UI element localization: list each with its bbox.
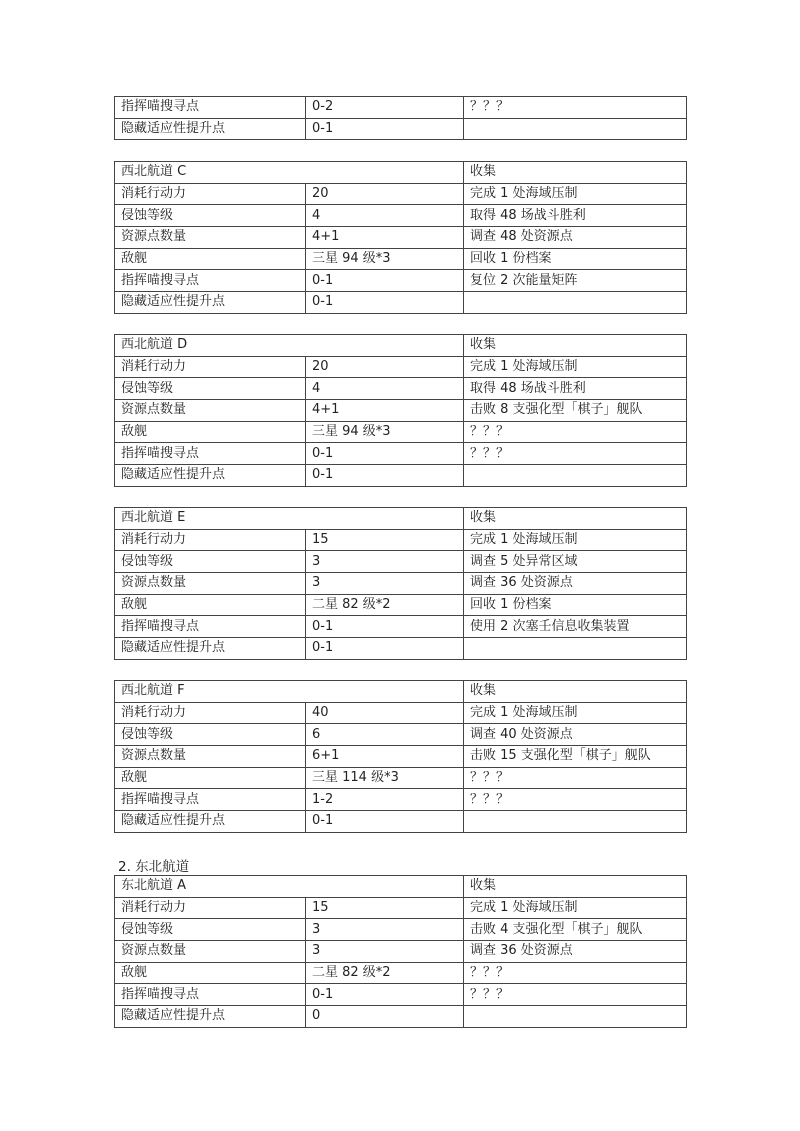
table-header-row: [115, 508, 687, 530]
cell-collect: ？？？: [464, 962, 687, 984]
cell-collect: [464, 292, 687, 314]
cell-collect: 击败 15 支强化型「棋子」舰队: [464, 746, 687, 768]
route-table-nw-c: [114, 161, 687, 314]
cell-label: 敌舰: [115, 421, 306, 443]
table-header-row: [115, 162, 687, 184]
table-row: [115, 962, 687, 984]
cell-label: 侵蚀等级: [115, 551, 306, 573]
table-header-row: [115, 335, 687, 357]
cell-label: 敌舰: [115, 248, 306, 270]
cell-collect: 击败 8 支强化型「棋子」舰队: [464, 400, 687, 422]
cell-label: 侵蚀等级: [115, 919, 306, 941]
cell-value: 0: [306, 1006, 464, 1028]
table-row: [115, 227, 687, 249]
cell-collect: 调查 48 处资源点: [464, 227, 687, 249]
cell-label: 侵蚀等级: [115, 205, 306, 227]
route-table-nw-f: [114, 680, 687, 833]
table-header-row: [115, 876, 687, 898]
cell-label: 隐藏适应性提升点: [115, 1006, 306, 1028]
cell-collect: 调查 36 处资源点: [464, 573, 687, 595]
table-row: [115, 984, 687, 1006]
cell-collect: 使用 2 次塞壬信息收集装置: [464, 616, 687, 638]
cell-collect: 调查 36 处资源点: [464, 941, 687, 963]
cell-value: 15: [306, 529, 464, 551]
cell-label: 敌舰: [115, 767, 306, 789]
cell-value: 二星 82 级*2: [306, 594, 464, 616]
table-row: [115, 378, 687, 400]
cell-value: 20: [306, 183, 464, 205]
cell-label: 敌舰: [115, 962, 306, 984]
cell-label: 侵蚀等级: [115, 378, 306, 400]
cell-value: 0-1: [306, 984, 464, 1006]
table-row: [115, 616, 687, 638]
cell-value: 0-1: [306, 270, 464, 292]
cell-collect: ？？？: [464, 421, 687, 443]
cell-value: 0-1: [306, 443, 464, 465]
cell-collect: [464, 811, 687, 833]
cell-value: 4+1: [306, 400, 464, 422]
cell-label: 敌舰: [115, 594, 306, 616]
cell-value: 4+1: [306, 227, 464, 249]
cell-collect: ？？？: [464, 97, 687, 119]
collect-header: 收集: [464, 876, 687, 898]
table-row: [115, 551, 687, 573]
table-row: [115, 465, 687, 487]
cell-label: 资源点数量: [115, 400, 306, 422]
top-partial-table: [114, 96, 687, 140]
cell-label: 隐藏适应性提升点: [115, 118, 306, 140]
cell-value: 3: [306, 941, 464, 963]
route-table-nw-e: [114, 507, 687, 660]
cell-collect: ？？？: [464, 443, 687, 465]
table-row: [115, 919, 687, 941]
cell-value: 0-2: [306, 97, 464, 119]
table-row: [115, 292, 687, 314]
cell-collect: ？？？: [464, 789, 687, 811]
table-row: [115, 443, 687, 465]
cell-collect: 击败 4 支强化型「棋子」舰队: [464, 919, 687, 941]
cell-collect: ？？？: [464, 767, 687, 789]
cell-collect: 完成 1 处海域压制: [464, 529, 687, 551]
cell-value: 6: [306, 724, 464, 746]
collect-header: 收集: [464, 335, 687, 357]
table-row: [115, 941, 687, 963]
cell-value: 三星 114 级*3: [306, 767, 464, 789]
cell-value: 1-2: [306, 789, 464, 811]
cell-label: 指挥喵搜寻点: [115, 443, 306, 465]
cell-label: 消耗行动力: [115, 356, 306, 378]
cell-label: 隐藏适应性提升点: [115, 292, 306, 314]
cell-collect: 取得 48 场战斗胜利: [464, 378, 687, 400]
table-row: [115, 724, 687, 746]
cell-label: 隐藏适应性提升点: [115, 638, 306, 660]
route-table-nw-d: [114, 334, 687, 487]
cell-label: 消耗行动力: [115, 702, 306, 724]
cell-label: 消耗行动力: [115, 897, 306, 919]
table-row: [115, 594, 687, 616]
cell-collect: 完成 1 处海域压制: [464, 356, 687, 378]
table-row: [115, 421, 687, 443]
table-row: [115, 702, 687, 724]
table-row: [115, 183, 687, 205]
table-header-row: [115, 681, 687, 703]
cell-label: 隐藏适应性提升点: [115, 465, 306, 487]
cell-label: 隐藏适应性提升点: [115, 811, 306, 833]
route-table-ne-a: [114, 875, 687, 1028]
cell-label: 指挥喵搜寻点: [115, 616, 306, 638]
cell-collect: 完成 1 处海域压制: [464, 702, 687, 724]
route-title: 西北航道 C: [115, 162, 464, 184]
table-row: [115, 400, 687, 422]
cell-value: 0-1: [306, 465, 464, 487]
cell-label: 资源点数量: [115, 227, 306, 249]
cell-value: 0-1: [306, 616, 464, 638]
cell-value: 0-1: [306, 638, 464, 660]
route-title: 西北航道 E: [115, 508, 464, 530]
cell-label: 资源点数量: [115, 746, 306, 768]
table-row: [115, 573, 687, 595]
cell-value: 0-1: [306, 811, 464, 833]
table-row: [115, 529, 687, 551]
table-row: [115, 205, 687, 227]
cell-label: 消耗行动力: [115, 183, 306, 205]
table-row: [115, 789, 687, 811]
cell-collect: [464, 465, 687, 487]
table-row: [115, 118, 687, 140]
collect-header: 收集: [464, 681, 687, 703]
cell-collect: 调查 5 处异常区域: [464, 551, 687, 573]
table-row: [115, 356, 687, 378]
table-row: [115, 97, 687, 119]
table-row: [115, 270, 687, 292]
section-heading: 2. 东北航道: [118, 859, 190, 875]
route-title: 东北航道 A: [115, 876, 464, 898]
route-title: 西北航道 D: [115, 335, 464, 357]
cell-value: 3: [306, 573, 464, 595]
cell-label: 指挥喵搜寻点: [115, 97, 306, 119]
cell-value: 6+1: [306, 746, 464, 768]
cell-label: 资源点数量: [115, 573, 306, 595]
cell-value: 二星 82 级*2: [306, 962, 464, 984]
cell-label: 资源点数量: [115, 941, 306, 963]
table-row: [115, 638, 687, 660]
cell-value: 3: [306, 919, 464, 941]
collect-header: 收集: [464, 162, 687, 184]
cell-collect: 调查 40 处资源点: [464, 724, 687, 746]
cell-label: 消耗行动力: [115, 529, 306, 551]
cell-collect: 完成 1 处海域压制: [464, 897, 687, 919]
cell-label: 指挥喵搜寻点: [115, 984, 306, 1006]
cell-collect: 完成 1 处海域压制: [464, 183, 687, 205]
cell-label: 指挥喵搜寻点: [115, 789, 306, 811]
table-row: [115, 767, 687, 789]
cell-collect: 回收 1 份档案: [464, 248, 687, 270]
table-row: [115, 811, 687, 833]
cell-value: 20: [306, 356, 464, 378]
cell-label: 侵蚀等级: [115, 724, 306, 746]
cell-value: 三星 94 级*3: [306, 248, 464, 270]
cell-collect: 回收 1 份档案: [464, 594, 687, 616]
cell-collect: [464, 1006, 687, 1028]
table-row: [115, 897, 687, 919]
cell-collect: [464, 638, 687, 660]
cell-label: 指挥喵搜寻点: [115, 270, 306, 292]
cell-value: 4: [306, 205, 464, 227]
cell-value: 15: [306, 897, 464, 919]
cell-collect: 取得 48 场战斗胜利: [464, 205, 687, 227]
cell-value: 4: [306, 378, 464, 400]
cell-value: 三星 94 级*3: [306, 421, 464, 443]
cell-collect: ？？？: [464, 984, 687, 1006]
cell-value: 0-1: [306, 118, 464, 140]
table-row: [115, 746, 687, 768]
cell-value: 40: [306, 702, 464, 724]
collect-header: 收集: [464, 508, 687, 530]
cell-value: 3: [306, 551, 464, 573]
cell-value: 0-1: [306, 292, 464, 314]
table-row: [115, 1006, 687, 1028]
table-row: [115, 248, 687, 270]
route-title: 西北航道 F: [115, 681, 464, 703]
cell-collect: 复位 2 次能量矩阵: [464, 270, 687, 292]
cell-collect: [464, 118, 687, 140]
